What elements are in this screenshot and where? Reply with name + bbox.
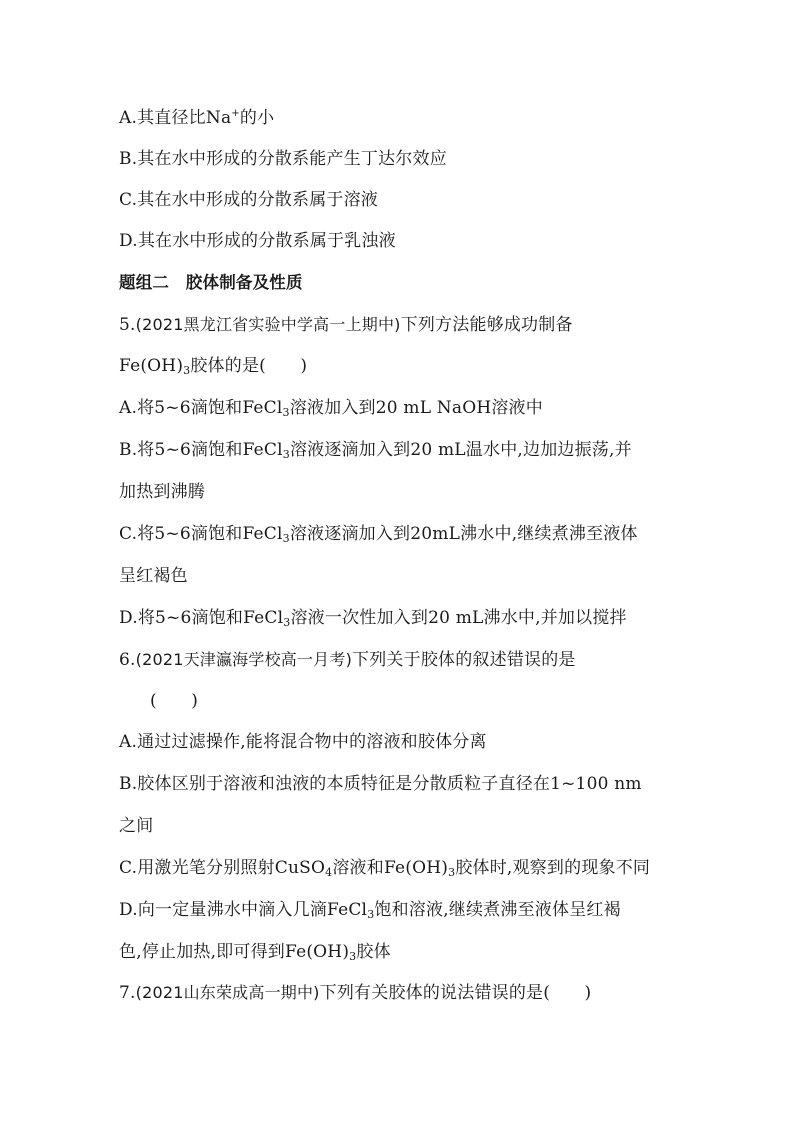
option-5b-line2: 加热到沸腾 — [119, 482, 205, 502]
option-5c: C.将5~6滴饱和FeCl$_3$溶液逐滴加入到20mL沸水中,继续煮沸至液体 — [119, 524, 638, 545]
option-6a: A.通过过滤操作,能将混合物中的溶液和胶体分离 — [119, 732, 487, 752]
question-7: 7.(2021山东荣成高一期中)下列有关胶体的说法错误的是( ) — [119, 983, 592, 1003]
question-5: 5.(2021黑龙江省实验中学高一上期中)下列方法能够成功制备 — [119, 315, 573, 335]
option-4a: A.其直径比Na+的小 — [119, 108, 275, 128]
section-heading-group2: 题组二 胶体制备及性质 — [119, 273, 303, 292]
option-6b: B.胶体区别于溶液和浊液的本质特征是分散质粒子直径在1~100 nm — [119, 774, 642, 794]
option-5a: A.将5~6滴饱和FeCl$_3$溶液加入到20 mL NaOH溶液中 — [119, 398, 543, 419]
question-5-line2: $Fe(OH)_3$胶体的是( ) — [119, 356, 308, 377]
option-4b: B.其在水中形成的分散系能产生丁达尔效应 — [119, 149, 447, 169]
option-5d: D.将5~6滴饱和FeCl$_3$溶液一次性加入到20 mL沸水中,并加以搅拌 — [119, 608, 627, 629]
option-6d: D.向一定量沸水中滴入几滴FeCl$_3$饱和溶液,继续煮沸至液体呈红褐 — [119, 900, 621, 921]
option-4d: D.其在水中形成的分散系属于乳浊液 — [119, 231, 396, 251]
question-6: 6.(2021天津瀛海学校高一月考)下列关于胶体的叙述错误的是 — [119, 650, 576, 670]
option-6d-line2: 色,停止加热,即可得到$Fe(OH)_3$胶体 — [119, 942, 391, 963]
question-6-answer-paren: ( ) — [150, 691, 199, 711]
option-5c-line2: 呈红褐色 — [119, 566, 188, 586]
option-5b: B.将5~6滴饱和FeCl$_3$溶液逐滴加入到20 mL温水中,边加边振荡,并 — [119, 440, 632, 461]
option-6b-line2: 之间 — [119, 816, 154, 836]
option-4c: C.其在水中形成的分散系属于溶液 — [119, 190, 379, 210]
option-6c: C.用激光笔分别照射CuSO$_4$溶液和$Fe(OH)_3$胶体时,观察到的现象不同 — [119, 858, 651, 879]
